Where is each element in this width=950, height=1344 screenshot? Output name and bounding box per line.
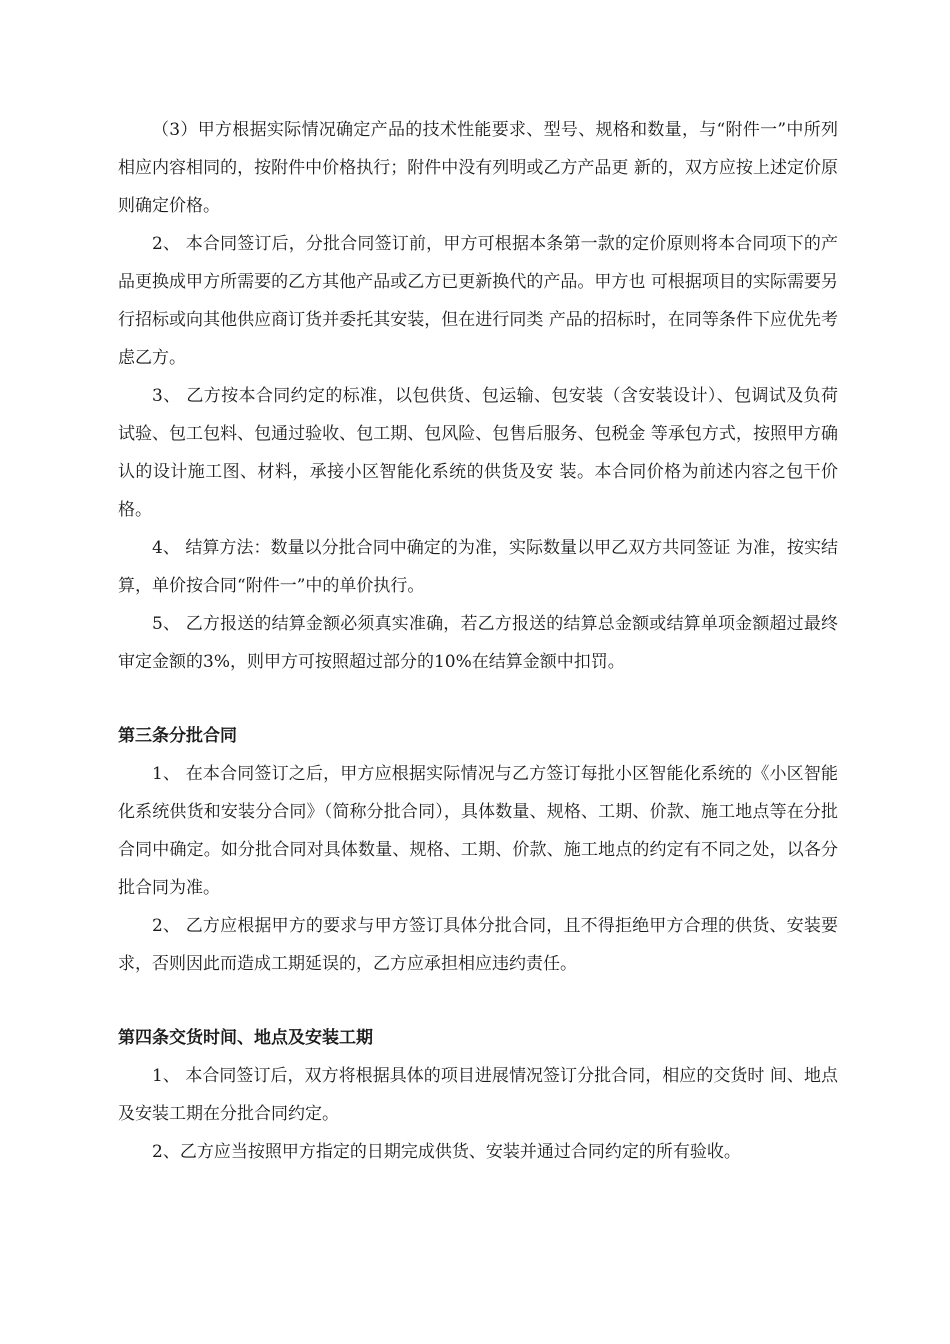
paragraph-clause-3-1: 1、 在本合同签订之后，甲方应根据实际情况与乙方签订每批小区智能化系统的《小区智能化系统供货和安装分合同》（简称分批合同），具体数量、规格、工期、价款、施工地点等在分批合同中确定。如分批合同对具体数量、规格、工期、价款、施工地点的约定有不同之处，以各分批合同为准。 (118, 764, 838, 898)
paragraph-clause-2-5: 5、 乙方报送的结算金额必须真实准确，若乙方报送的结算总金额或结算单项金额超过最终审定金额的3%，则甲方可按照超过部分的10%在结算金额中扣罚。 (118, 614, 838, 672)
paragraph-clause-2-2: 2、 本合同签订后，分批合同签订前，甲方可根据本条第一款的定价原则将本合同项下的产品更换成甲方所需要的乙方其他产品或乙方已更新换代的产品。甲方也 可根据项目的实际需要另行招标或向其他供应商订货并委托其安装，但在进行同类 产品的招标时，在同等条件下应优先考虑乙方。 (118, 234, 838, 368)
paragraph-clause-3-2: 2、 乙方应根据甲方的要求与甲方签订具体分批合同，且不得拒绝甲方合理的供货、安装要求，否则因此而造成工期延误的，乙方应承担相应违约责任。 (118, 916, 838, 974)
section-3-heading: 第三条分批合同 (118, 726, 237, 746)
paragraph-clause-4-2: 2、乙方应当按照甲方指定的日期完成供货、安装并通过合同约定的所有验收。 (152, 1142, 741, 1162)
paragraph-clause-2-3: 3、 乙方按本合同约定的标准，以包供货、包运输、包安装（含安装设计）、包调试及负荷试验、包工包料、包通过验收、包工期、包风险、包售后服务、包税金 等承包方式，按照甲方确认的设计施工图、材料，承接小区智能化系统的供货及安 装。本合同价格为前述内容之包干价格。 (118, 386, 838, 520)
paragraph-clause-2-1-3: （3）甲方根据实际情况确定产品的技术性能要求、型号、规格和数量，与“附件一”中所列相应内容相同的，按附件中价格执行；附件中没有列明或乙方产品更 新的，双方应按上述定价原则确定价格。 (118, 120, 838, 216)
section-gap (118, 983, 838, 1019)
section-4-heading: 第四条交货时间、地点及安装工期 (118, 1028, 373, 1048)
section-gap (118, 681, 838, 717)
paragraph-clause-2-4: 4、 结算方法：数量以分批合同中确定的为准，实际数量以甲乙双方共同签证 为准，按实结算，单价按合同“附件一”中的单价执行。 (118, 538, 838, 596)
paragraph-clause-4-1: 1、 本合同签订后，双方将根据具体的项目进展情况签订分批合同，相应的交货时 间、地点及安装工期在分批合同约定。 (118, 1066, 838, 1124)
document-page (118, 111, 838, 1171)
